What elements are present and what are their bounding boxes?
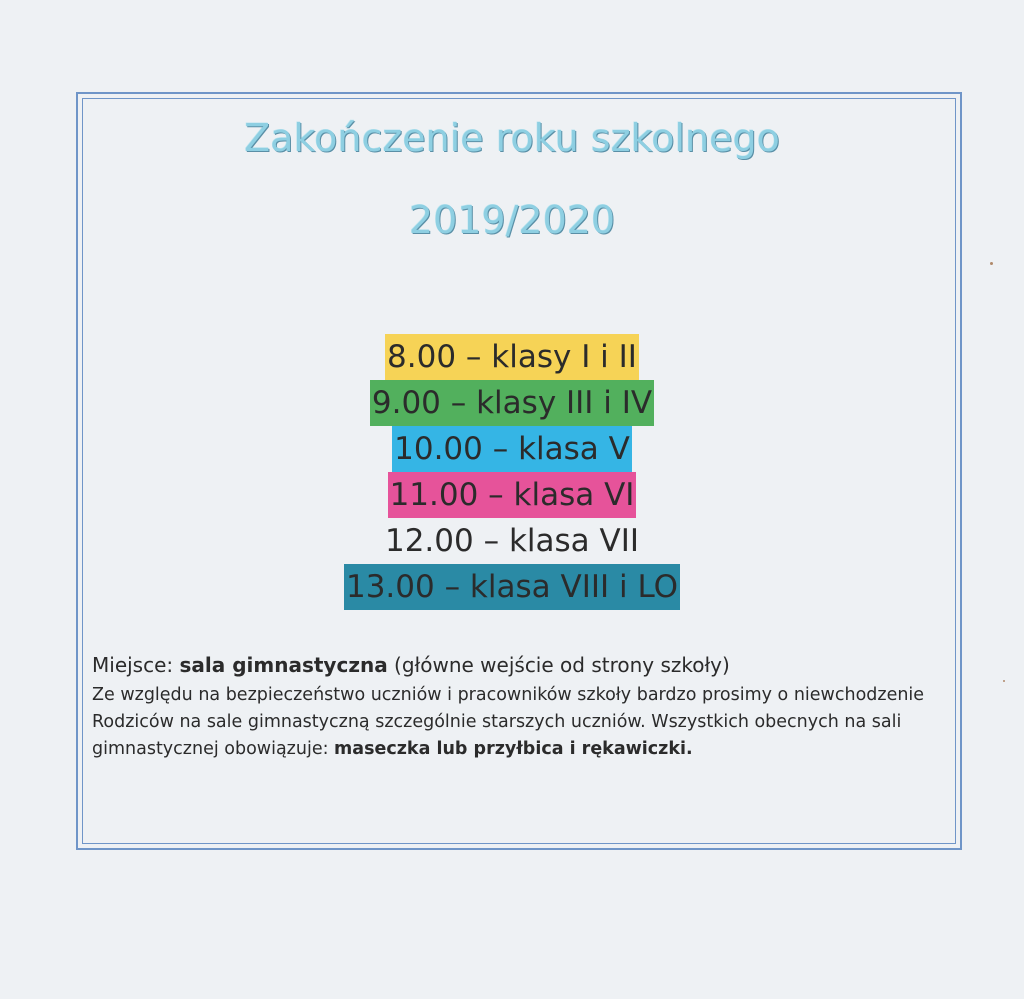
schedule-list [0,334,1024,610]
schedule-item-2: 10.00 – klasa V [392,426,632,472]
schedule-item-1: 9.00 – klasy III i IV [370,380,654,426]
safety-requirement: maseczka lub przyłbica i rękawiczki. [334,739,693,759]
place-detail: (główne wejście od strony szkoły) [387,653,730,677]
schedule-item-4: 12.00 – klasa VII [383,518,641,564]
schedule-item-0: 8.00 – klasy I i II [385,334,639,380]
schedule-item-3: 11.00 – klasa VI [388,472,637,518]
paper-speck [990,262,993,265]
notice-year: 2019/2020 [408,198,616,242]
schedule-item-5: 13.00 – klasa VIII i LO [344,564,680,610]
place-label: Miejsce: [92,653,180,677]
paper-speck [1003,680,1005,682]
safety-text: Ze względu na bezpieczeństwo uczniów i pracowników szkoły bardzo prosimy o niewchodzenie Rodziców na sale gimnastyczną szczególnie starszych uczniów. Wszystkich obecnych na sali gimnastycznej obowiązuje: [92,685,925,759]
place-name: sala gimnastyczna [179,653,388,677]
notice-body [92,650,954,763]
notice-title: Zakończenie roku szkolnego [244,116,780,160]
safety-paragraph [92,682,954,763]
place-line [92,650,954,680]
